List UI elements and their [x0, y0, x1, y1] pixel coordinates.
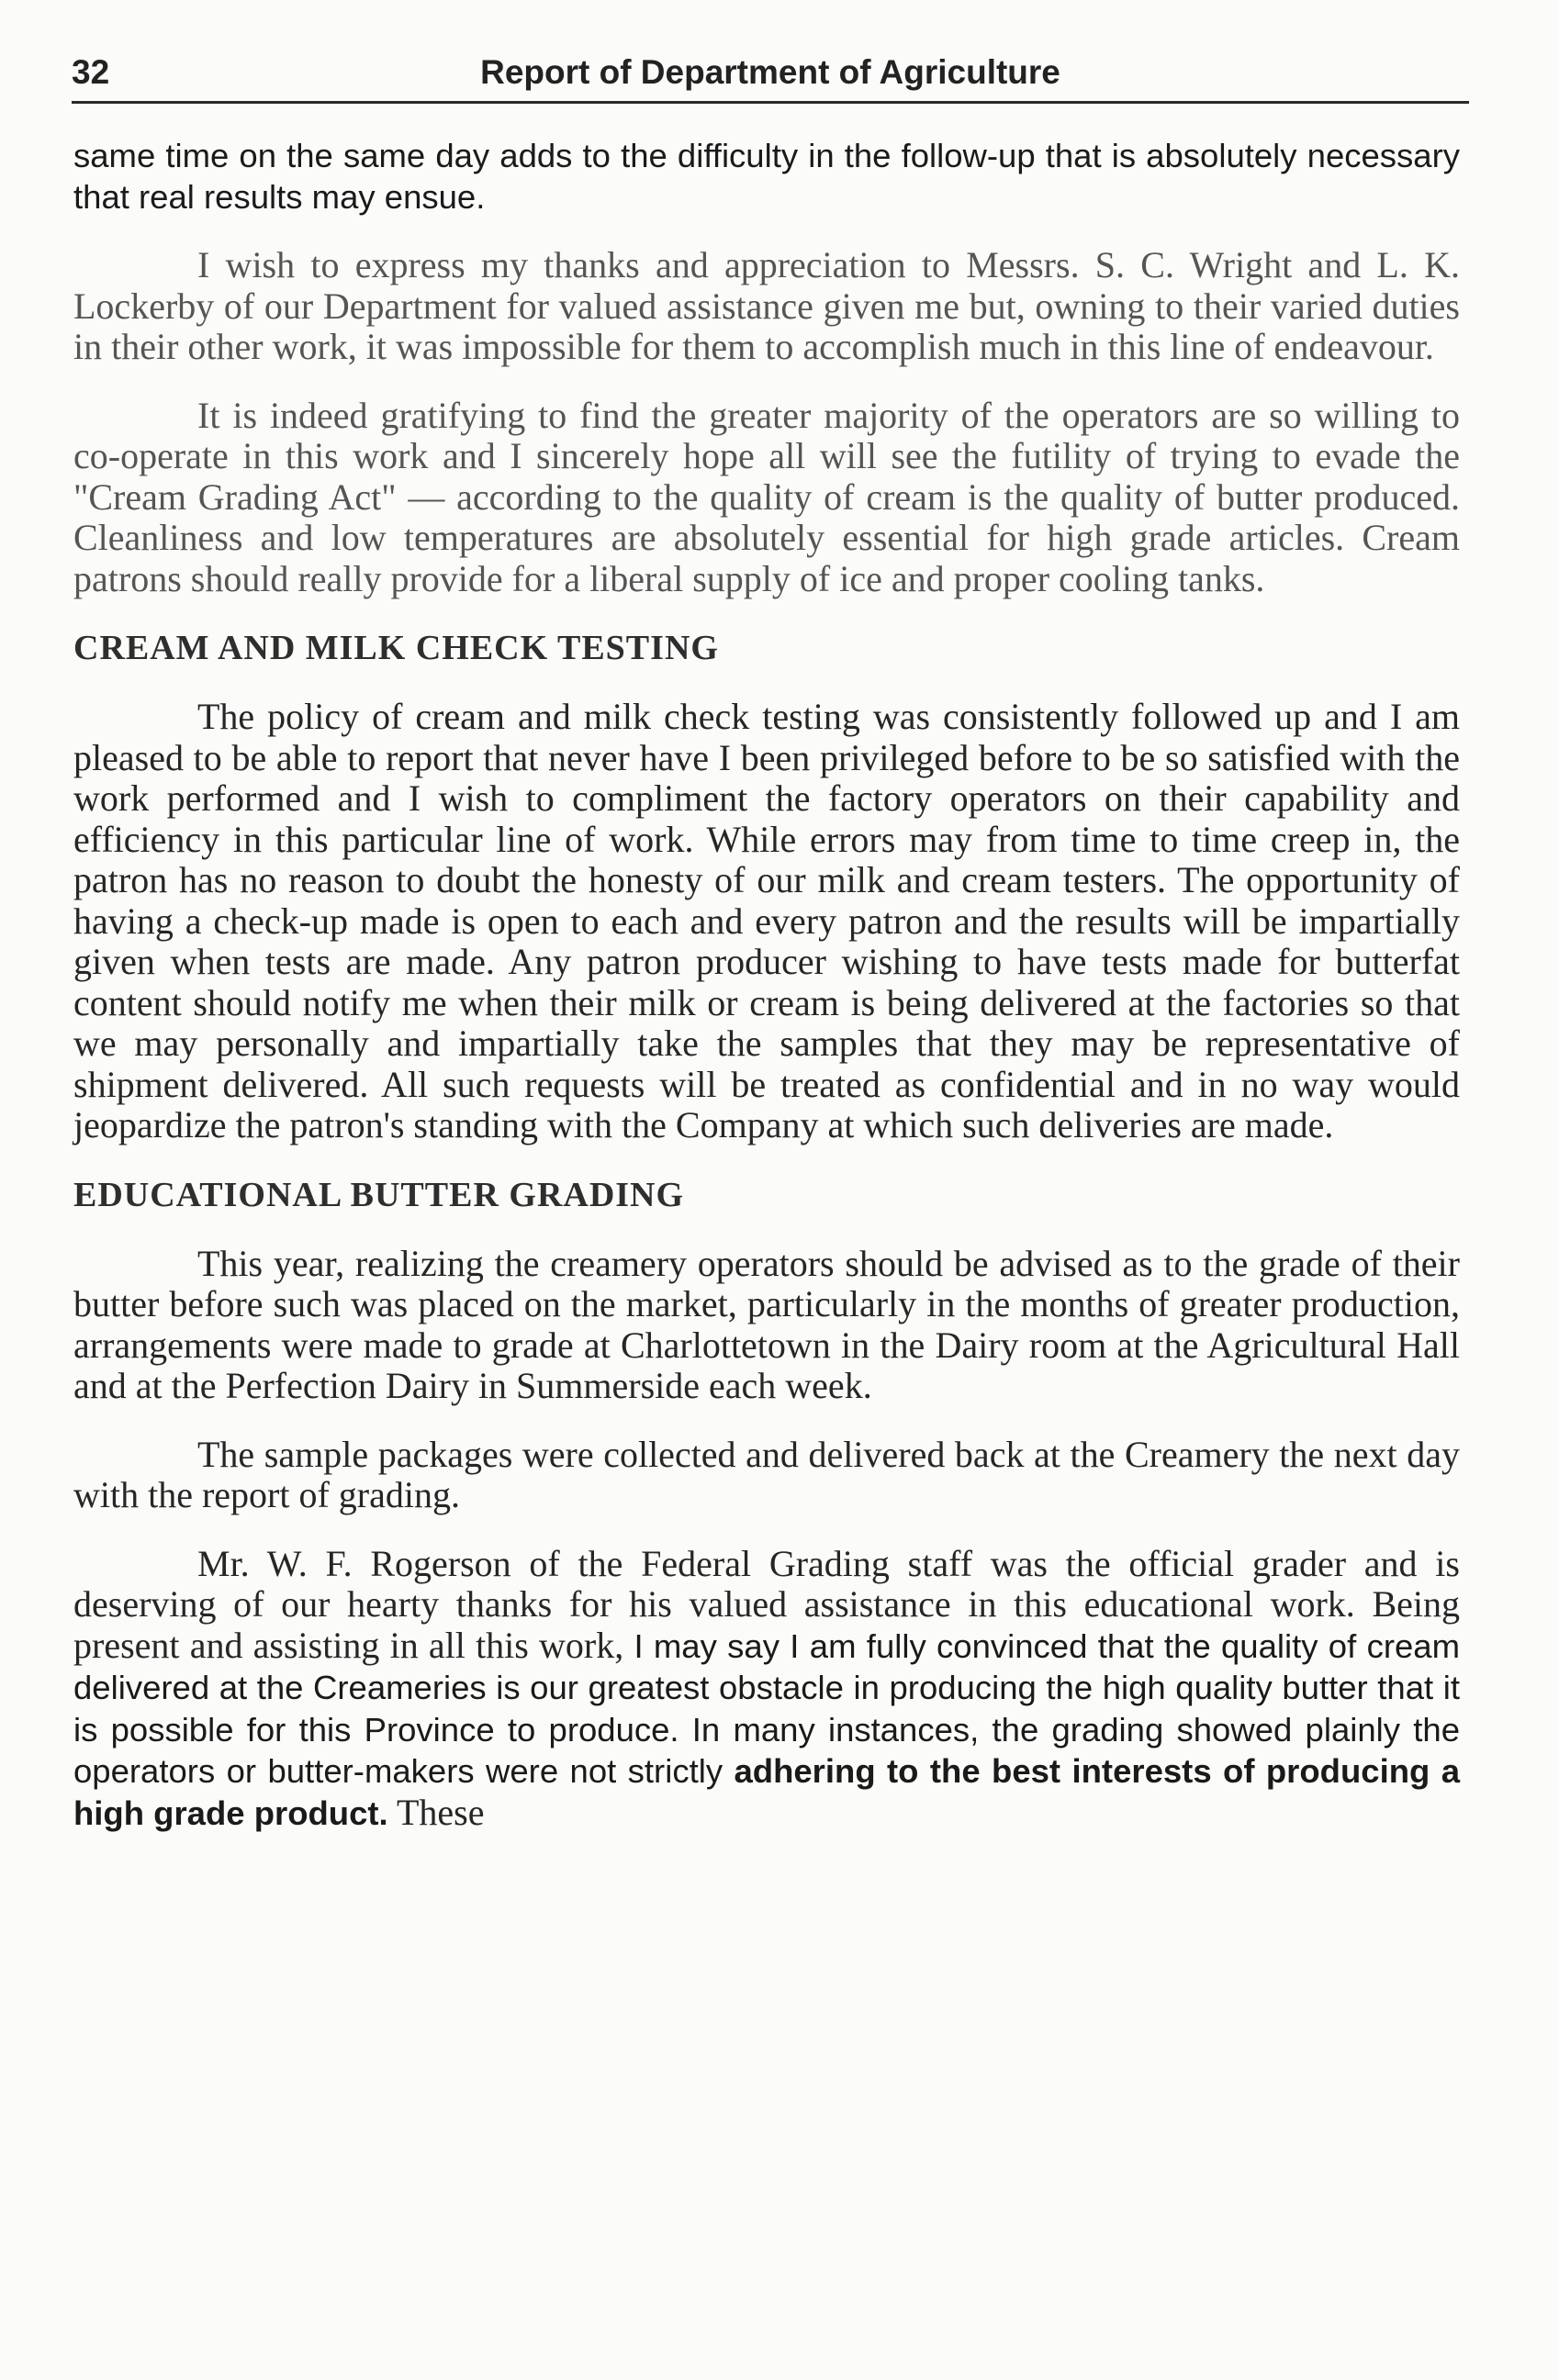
paragraph-thanks: I wish to express my thanks and appreciation to Messrs. S. C. Wright and L. K. Lockerby of our Department for valued assistance given me but, owning to their varied duties in their other work, it was impossible for them to accomplish much in this line of endeavour.	[73, 244, 1460, 367]
paragraph-official-grader-bold: adhering to the best interests of producing a high grade product.	[73, 1752, 1460, 1832]
paragraph-official-grader	[73, 1544, 1460, 1835]
paragraph-sample-packages: The sample packages were collected and delivered back at the Creamery the next day with the report of grading.	[73, 1433, 1460, 1515]
section-heading-butter-grading: EDUCATIONAL BUTTER GRADING	[73, 1175, 685, 1214]
page-number: 32	[72, 53, 110, 91]
running-title: Report of Department of Agriculture	[480, 53, 1060, 91]
paragraph-official-grader-text: Mr. W. F. Rogerson of the Federal Grading staff was the official grader and is deserving of our hearty thanks for his valued assistance in this educational work. Being present and assisting in all this work,	[73, 1542, 1460, 1666]
paragraph-official-grader-emphasis: I may say I am fully convinced that the quality of cream delivered at the Creameries is our greatest obstacle in producing the high quality butter that it is possible for this Province to produce. In many instances, the grading showed plainly the operators or butter-makers were not strictly	[73, 1626, 1460, 1790]
paragraph-cream-grading-act: It is indeed gratifying to find the greater majority of the operators are so willing to co-operate in this work and I sincerely hope all will see the futility of trying to evade the "Cream Grading Act" — according to the quality of cream is the quality of butter produced. Cleanliness and low temperatures are absolutely essential for high grade articles. Cream patrons should really provide for a liberal supply of ice and proper cooling tanks.	[73, 394, 1460, 599]
section-heading-check-testing: CREAM AND MILK CHECK TESTING	[73, 629, 719, 667]
paragraph-continuation: same time on the same day adds to the difficulty in the follow-up that is absolutely necessary that real results may ensue.	[73, 137, 1460, 216]
paragraph-butter-grading: This year, realizing the creamery operators should be advised as to the grade of their butter before such was placed on the market, particularly in the months of greater production, arrangements were made to grade at Charlottetown in the Dairy room at the Agricultural Hall and at the Perfection Dairy in Summerside each week.	[73, 1242, 1460, 1406]
paragraph-check-testing: The policy of cream and milk check testing was consistently followed up and I am pleased to be able to report that never have I been privileged before to be so satisfied with the work performed and I wish to compliment the factory operators on their capability and efficiency in this particular line of work. While errors may from time to time creep in, the patron has no reason to doubt the honesty of our milk and cream testers. The opportunity of having a check-up made is open to each and every patron and the results will be impartially given when tests are made. Any patron producer wishing to have tests made for butterfat content should notify me when their milk or cream is being delivered at the factories so that we may personally and impartially take the samples that they may be representative of shipment delivered. All such requests will be treated as confidential and in no way would jeopardize the patron's standing with the Company at which such deliveries are made.	[73, 696, 1460, 1145]
page-body	[73, 136, 1460, 1834]
paragraph-official-grader-tail: These	[387, 1791, 485, 1833]
page-header	[72, 46, 1469, 104]
